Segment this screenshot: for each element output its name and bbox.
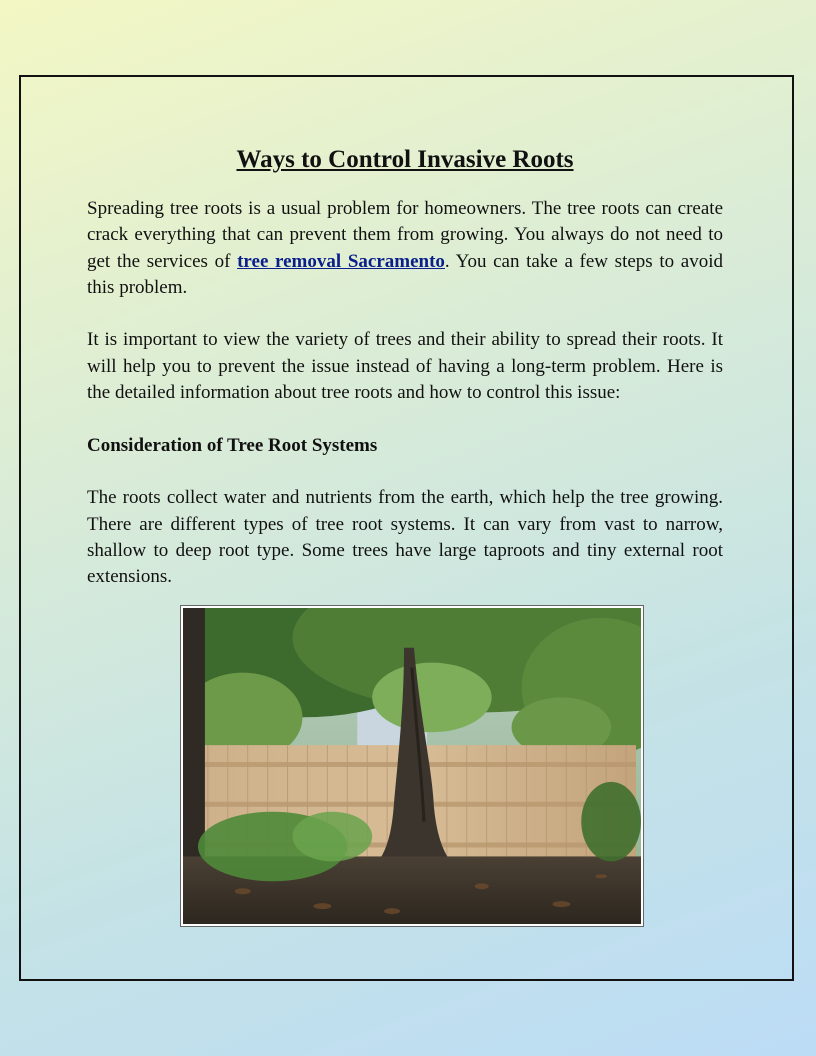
- article-body: [87, 140, 723, 590]
- tree-fence-photo: [180, 605, 644, 927]
- section-heading: Consideration of Tree Root Systems: [87, 434, 378, 456]
- paragraph-intro-text-start: Spreading tree roots is a usual problem for homeowners. The tree roots can create crack everything that can prevent them from growing. You always do not need to get the services of: [87, 198, 723, 272]
- paragraph-intro-text-end: . You can take a few steps to avoid this problem.: [87, 250, 723, 298]
- paragraph-intro: [87, 196, 723, 301]
- page-title: Ways to Control Invasive Roots: [236, 146, 574, 173]
- tree-removal-link[interactable]: tree removal Sacramento: [237, 250, 445, 272]
- paragraph-root-systems: The roots collect water and nutrients from the earth, which help the tree growing. There are different types of tree root systems. It can vary from vast to narrow, shallow to deep root type. Some trees have large taproots and tiny external root extensions.: [87, 487, 723, 588]
- photo-illustration: [183, 608, 641, 924]
- paragraph-variety: It is important to view the variety of trees and their ability to spread their roots. It will help you to prevent the issue instead of having a long-term problem. Here is the detailed information about tree roots and how to control this issue:: [87, 329, 723, 404]
